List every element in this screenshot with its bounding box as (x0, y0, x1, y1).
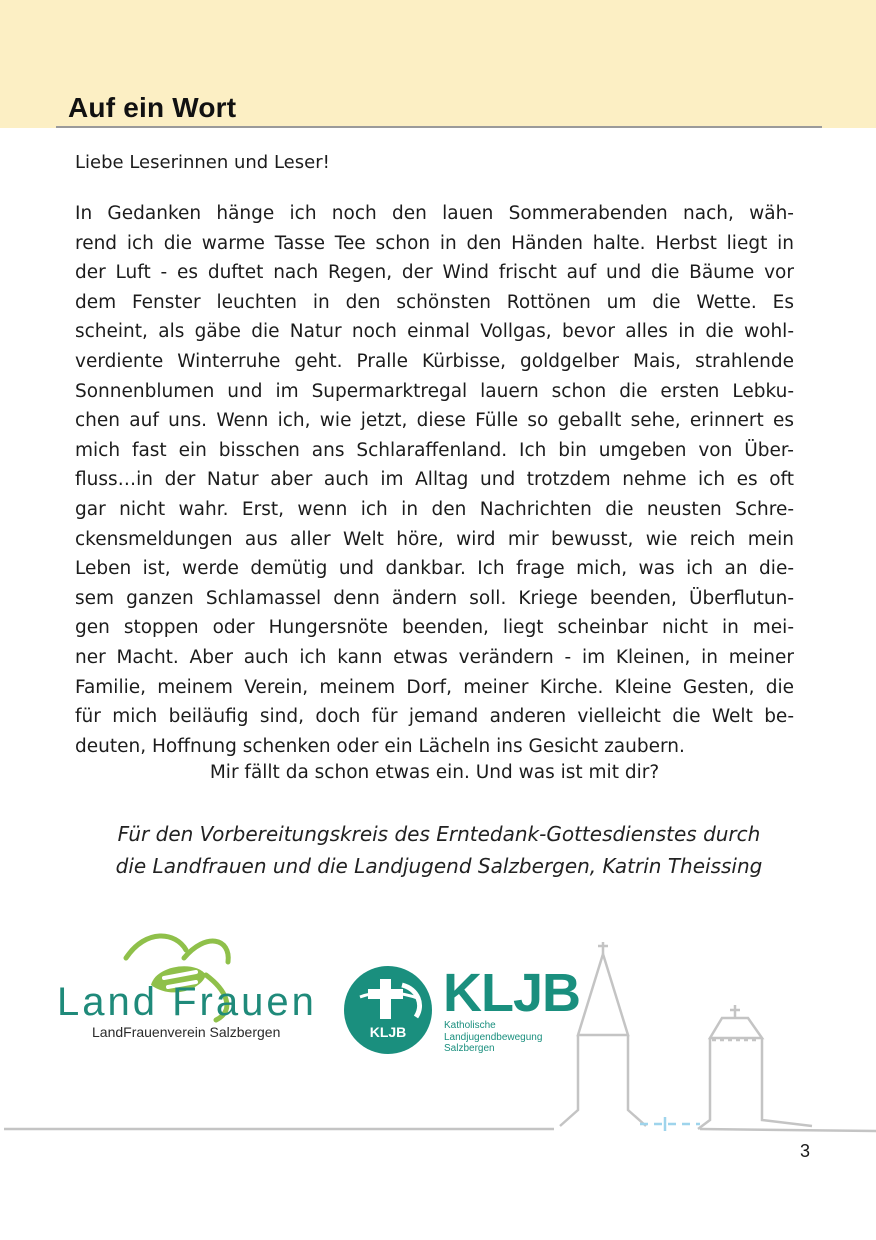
page-number: 3 (800, 1141, 811, 1161)
body-line: fluss…in der Natur aber auch im Alltag und trotzdem nehme ich es oft (75, 469, 794, 491)
kljb-subtitle (444, 1020, 542, 1055)
body-line: mich fast ein bisschen ans Schlaraffenland. Ich bin umgeben von Über- (75, 439, 794, 461)
landfrauen-subtitle: LandFrauenverein Salzbergen (92, 1024, 281, 1040)
title-divider (56, 126, 822, 128)
body-line: gar nicht wahr. Erst, wenn ich in den Nachrichten die neusten Schre- (75, 498, 794, 520)
body-line: In Gedanken hänge ich noch den lauen Sommerabenden nach, wäh- (75, 203, 794, 224)
kljb-wordmark: KLJB (443, 963, 581, 1023)
signature-line: die Landfrauen und die Landjugend Salzbergen, Katrin Theissing (115, 854, 763, 878)
body-line: verdiente Winterruhe geht. Pralle Kürbisse, goldgelber Mais, strahlende (75, 350, 794, 372)
signature-line: Für den Vorbereitungskreis des Erntedank-Gottesdienstes durch (117, 822, 761, 846)
body-line: ckensmeldungen aus aller Welt höre, wird mir bewusst, wie reich mein (75, 528, 794, 550)
body-line: rend ich die warme Tasse Tee schon in den Händen halte. Herbst liegt in (75, 232, 794, 254)
kljb-emblem-icon (342, 965, 437, 1055)
body-line: dem Fenster leuchten in den schönsten Rottönen um die Wette. Es (75, 291, 794, 313)
body-line: sem ganzen Schlamassel denn ändern soll. Kriege beenden, Überflutun- (75, 587, 794, 609)
letter-body (75, 199, 794, 761)
body-line: Familie, meinem Verein, meinem Dorf, meiner Kirche. Kleine Gesten, die (75, 676, 794, 698)
landfrauen-wordmark: Land Frauen (57, 980, 317, 1024)
body-line: Leben ist, werde demütig und dankbar. Ich frage mich, was ich an die- (75, 558, 794, 580)
body-line: der Luft - es duftet nach Regen, der Wind frischt auf und die Bäume vor (75, 262, 794, 284)
body-line: chen auf uns. Wenn ich, wie jetzt, diese Fülle so geballt sehe, erinnert es (75, 410, 794, 432)
kljb-emblem-text: KLJB (369, 1024, 407, 1040)
letter-closing: Mir fällt da schon etwas ein. Und was ist mit dir? (209, 762, 660, 783)
body-line: ner Macht. Aber auch ich kann etwas verändern - im Kleinen, in meiner (75, 646, 794, 668)
body-line: gen stoppen oder Hungersnöte beenden, liegt scheinbar nicht in mei- (75, 617, 794, 639)
kljb-subtitle-line: Katholische (444, 1020, 496, 1031)
kljb-subtitle-line: Salzbergen (444, 1043, 495, 1054)
body-line: für mich beiläufig sind, doch für jemand anderen vielleicht die Welt be- (75, 706, 794, 728)
page-title: Auf ein Wort (68, 92, 237, 123)
signature (56, 818, 822, 882)
kljb-subtitle-line: Landjugendbewegung (444, 1031, 543, 1043)
body-line: Sonnenblumen und im Supermarktregal lauern schon die ersten Lebku- (75, 380, 794, 402)
body-line: scheint, als gäbe die Natur noch einmal Vollgas, bevor alles in die wohl- (75, 321, 794, 343)
letter-greeting: Liebe Leserinnen und Leser! (75, 152, 330, 173)
body-line: deuten, Hoffnung schenken oder ein Lächeln ins Gesicht zaubern. (75, 735, 685, 757)
